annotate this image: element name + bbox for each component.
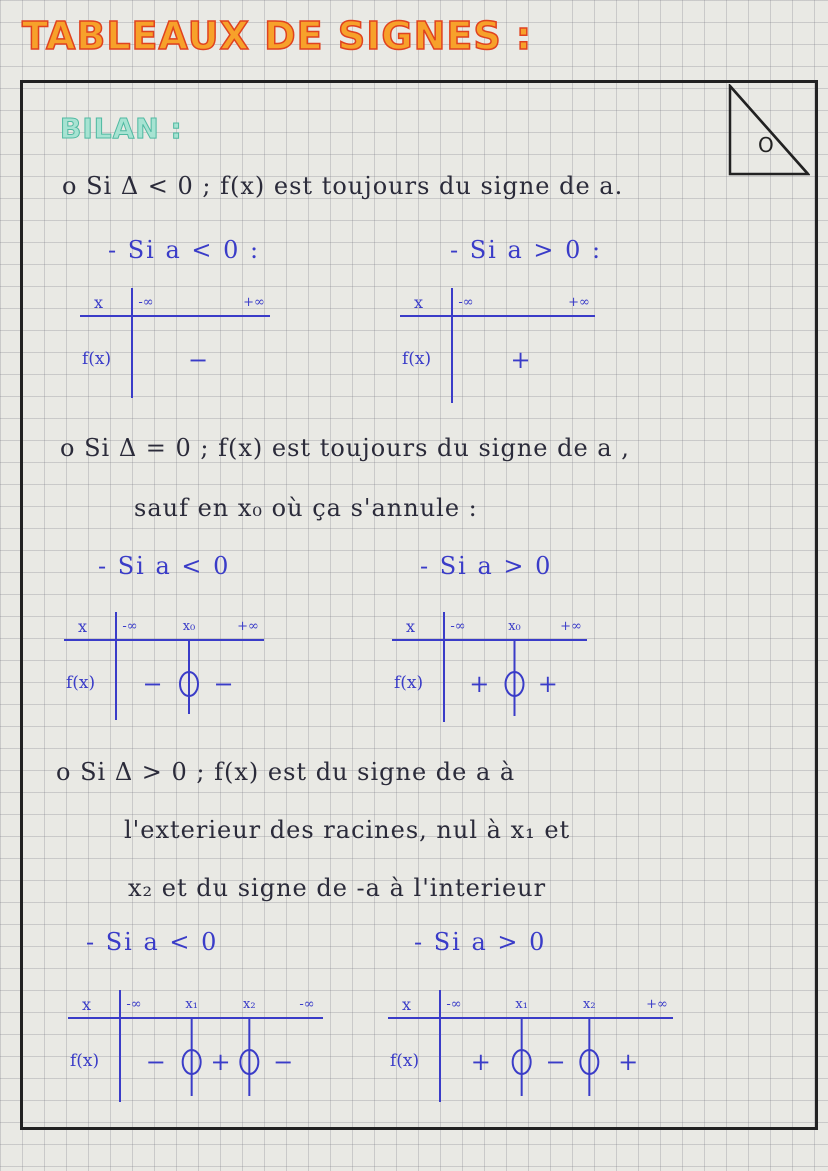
column-value: +∞ [237,619,259,634]
column-value: -∞ [122,619,138,634]
sign-table [392,612,587,726]
column-value: -∞ [446,997,462,1012]
sign-value: − [545,1048,566,1076]
case-label: - Si a < 0 [98,552,231,580]
case-label: - Si a > 0 [420,552,553,580]
sign-value: − [187,346,209,374]
sign-value: − [273,1048,294,1076]
case-label: - Si a > 0 [414,928,547,956]
x-row-label: x [406,617,416,636]
sign-table [400,288,595,407]
x-row-label: x [82,995,92,1014]
sign-value: + [470,1048,491,1076]
case-label: - Si a > 0 : [450,236,603,264]
column-value: x₁ [185,997,198,1012]
column-value: x₀ [508,619,521,634]
column-value: +∞ [560,619,582,634]
column-value: x₂ [583,997,596,1012]
sign-table [388,990,673,1106]
sign-table [64,612,264,724]
corner-letter: O [758,133,774,157]
sign-value: + [618,1048,639,1076]
column-value: x₂ [243,997,256,1012]
column-value: x₁ [515,997,528,1012]
column-value: -∞ [126,997,142,1012]
condition-delta-zero: o Si Δ = 0 ; f(x) est toujours du signe de a , [60,434,630,462]
sign-value: − [145,1048,166,1076]
x-row-label: x [94,293,104,312]
sign-table [68,990,323,1106]
sign-value: + [210,1048,231,1076]
fx-row-label: f(x) [390,1051,420,1071]
fx-row-label: f(x) [70,1051,100,1071]
fx-row-label: f(x) [394,673,424,693]
x-row-label: x [414,293,424,312]
sign-value: − [213,670,234,698]
x-row-label: x [78,617,88,636]
condition-delta-negative: o Si Δ < 0 ; f(x) est toujours du signe de a. [62,172,624,200]
case-label: - Si a < 0 [86,928,219,956]
sign-value: − [142,670,163,698]
folded-corner-mark [728,84,810,176]
x-row-label: x [402,995,412,1014]
page-title: TABLEAUX DE SIGNES : [22,14,533,58]
condition-continuation: x₂ et du signe de -a à l'interieur [128,874,547,902]
fx-row-label: f(x) [82,349,112,369]
column-value: +∞ [646,997,668,1012]
fx-row-label: f(x) [66,673,96,693]
column-value: -∞ [450,619,466,634]
column-value: -∞ [299,997,315,1012]
condition-delta-positive: o Si Δ > 0 ; f(x) est du signe de a à [56,758,516,786]
fx-row-label: f(x) [402,349,432,369]
section-heading: BILAN : [60,112,183,145]
sign-value: + [537,670,558,698]
condition-continuation: sauf en x₀ où ça s'annule : [134,494,478,522]
sign-table [80,288,270,402]
sign-value: + [510,346,531,374]
condition-continuation: l'exterieur des racines, nul à x₁ et [124,816,571,844]
column-value: -∞ [458,295,474,310]
column-value: +∞ [568,295,590,310]
column-value: +∞ [243,295,265,310]
case-label: - Si a < 0 : [108,236,261,264]
column-value: x₀ [182,619,196,634]
column-value: -∞ [138,295,154,310]
sign-value: + [469,670,490,698]
